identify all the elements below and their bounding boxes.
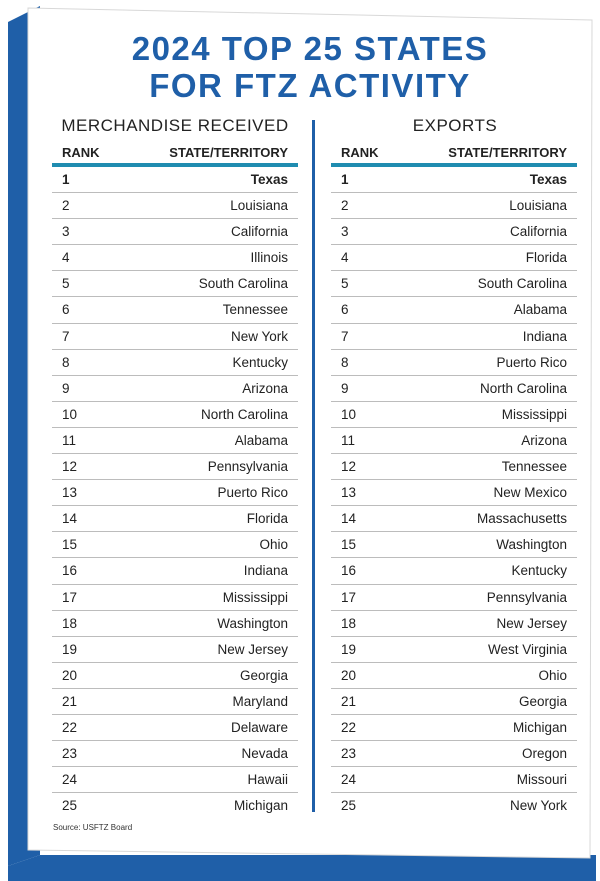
table-row (331, 793, 577, 819)
rank-cell: 16 (62, 563, 78, 579)
state-cell: New Mexico (493, 485, 567, 501)
rank-cell: 9 (62, 380, 70, 396)
table-row (331, 558, 577, 584)
state-cell: Kentucky (232, 354, 288, 370)
table-row (52, 193, 298, 219)
rank-cell: 4 (62, 250, 70, 266)
table-row (331, 532, 577, 558)
rank-cell: 14 (62, 511, 78, 527)
rank-cell: 15 (62, 537, 78, 553)
rank-cell: 6 (341, 302, 349, 318)
table-row (331, 585, 577, 611)
rank-cell: 3 (62, 224, 70, 240)
state-cell: Florida (246, 511, 288, 527)
merchandise-table (52, 143, 298, 819)
table-row (52, 637, 298, 663)
table-row (52, 297, 298, 323)
state-cell: Washington (217, 615, 288, 631)
rank-cell: 22 (341, 719, 357, 735)
state-header: STATE/TERRITORY (169, 145, 288, 160)
merchandise-table-header (52, 143, 298, 167)
rank-cell: 22 (62, 719, 78, 735)
state-cell: Ohio (538, 667, 567, 683)
rank-cell: 8 (341, 354, 349, 370)
table-row (52, 376, 298, 402)
rank-header: RANK (341, 145, 379, 160)
state-cell: Mississippi (222, 589, 288, 605)
state-cell: Texas (529, 172, 567, 187)
state-cell: California (230, 224, 288, 240)
rank-cell: 15 (341, 537, 357, 553)
table-row (331, 689, 577, 715)
state-cell: Washington (496, 537, 567, 553)
state-cell: North Carolina (200, 406, 288, 422)
state-cell: Nevada (241, 746, 288, 762)
exports-table (331, 143, 577, 819)
state-cell: Georgia (239, 667, 288, 683)
rank-cell: 1 (341, 172, 349, 187)
state-cell: Arizona (521, 432, 567, 448)
rank-cell: 14 (341, 511, 357, 527)
rank-cell: 10 (62, 406, 78, 422)
table-row (331, 193, 577, 219)
rank-cell: 7 (341, 328, 349, 344)
table-row (52, 219, 298, 245)
table-row (52, 663, 298, 689)
table-row (331, 428, 577, 454)
state-cell: Illinois (250, 250, 288, 266)
table-row (331, 297, 577, 323)
state-cell: Puerto Rico (217, 485, 288, 501)
state-cell: South Carolina (198, 276, 288, 292)
table-row (52, 402, 298, 428)
state-cell: Delaware (230, 719, 288, 735)
rank-cell: 5 (341, 276, 349, 292)
state-cell: Georgia (518, 693, 567, 709)
title-line-1: 2024 TOP 25 STATES (131, 30, 489, 67)
state-cell: West Virginia (487, 641, 567, 657)
state-cell: New York (509, 798, 567, 814)
table-row (52, 532, 298, 558)
rank-cell: 18 (62, 615, 78, 631)
rank-cell: 12 (62, 459, 78, 475)
state-cell: New York (230, 328, 288, 344)
table-row (52, 480, 298, 506)
title-line-2: FOR FTZ ACTIVITY (149, 67, 471, 104)
table-row (331, 219, 577, 245)
table-row (331, 480, 577, 506)
state-cell: Texas (250, 172, 288, 187)
merchandise-heading: MERCHANDISE RECEIVED (61, 116, 289, 135)
state-cell: California (509, 224, 567, 240)
table-row (52, 689, 298, 715)
state-cell: Louisiana (509, 198, 567, 214)
state-cell: Missouri (516, 772, 567, 788)
rank-cell: 11 (341, 432, 356, 448)
state-cell: Massachusetts (476, 511, 567, 527)
rank-cell: 10 (341, 406, 357, 422)
rank-cell: 1 (62, 172, 70, 187)
rank-cell: 20 (62, 667, 78, 683)
rank-cell: 9 (341, 380, 349, 396)
state-cell: Ohio (259, 537, 288, 553)
table-row (52, 611, 298, 637)
table-row (331, 324, 577, 350)
table-row (331, 454, 577, 480)
state-cell: Tennessee (501, 459, 567, 475)
rank-cell: 24 (62, 772, 78, 788)
rank-cell: 4 (341, 250, 349, 266)
table-row (331, 245, 577, 271)
state-cell: Pennsylvania (486, 589, 567, 605)
table-row (52, 324, 298, 350)
table-row (52, 741, 298, 767)
table-row (52, 715, 298, 741)
column-divider (312, 120, 315, 812)
table-row (331, 715, 577, 741)
state-cell: Oregon (521, 746, 567, 762)
state-cell: Pennsylvania (207, 459, 288, 475)
rank-cell: 20 (341, 667, 357, 683)
rank-cell: 23 (62, 746, 78, 762)
table-row (52, 585, 298, 611)
table-row (331, 506, 577, 532)
table-row (331, 167, 577, 193)
table-row (331, 402, 577, 428)
exports-heading: EXPORTS (412, 116, 498, 135)
rank-cell: 17 (62, 589, 78, 605)
state-cell: Kentucky (511, 563, 567, 579)
table-row (331, 637, 577, 663)
rank-cell: 13 (341, 485, 357, 501)
table-row (52, 271, 298, 297)
rank-cell: 23 (341, 746, 357, 762)
rank-cell: 16 (341, 563, 357, 579)
state-cell: New Jersey (217, 641, 288, 657)
rank-cell: 21 (62, 693, 78, 709)
table-row (52, 506, 298, 532)
state-cell: Michigan (512, 719, 567, 735)
table-row (52, 767, 298, 793)
rank-cell: 19 (62, 641, 78, 657)
rank-cell: 17 (341, 589, 357, 605)
table-row (52, 245, 298, 271)
state-cell: Mississippi (501, 406, 567, 422)
state-cell: North Carolina (479, 380, 567, 396)
table-row (52, 793, 298, 819)
state-cell: Tennessee (222, 302, 288, 318)
state-cell: Florida (525, 250, 567, 266)
state-cell: Louisiana (230, 198, 288, 214)
table-row (331, 767, 577, 793)
table-row (331, 271, 577, 297)
table-row (52, 167, 298, 193)
table-row (52, 454, 298, 480)
state-cell: Michigan (233, 798, 288, 814)
table-row (52, 350, 298, 376)
state-cell: Puerto Rico (496, 354, 567, 370)
rank-cell: 3 (341, 224, 349, 240)
rank-cell: 21 (341, 693, 357, 709)
table-row (52, 428, 298, 454)
table-row (331, 350, 577, 376)
state-cell: Hawaii (247, 772, 288, 788)
state-cell: Arizona (242, 380, 288, 396)
page-title (30, 30, 590, 104)
rank-cell: 6 (62, 302, 70, 318)
rank-cell: 5 (62, 276, 70, 292)
state-cell: Indiana (243, 563, 288, 579)
table-row (331, 741, 577, 767)
table-row (331, 611, 577, 637)
state-cell: South Carolina (477, 276, 567, 292)
rank-cell: 7 (62, 328, 70, 344)
state-cell: Alabama (234, 432, 288, 448)
state-cell: New Jersey (496, 615, 567, 631)
rank-cell: 25 (341, 798, 357, 814)
rank-cell: 12 (341, 459, 357, 475)
state-cell: Alabama (513, 302, 567, 318)
rank-cell: 2 (62, 198, 70, 214)
state-cell: Indiana (522, 328, 567, 344)
state-cell: Maryland (232, 693, 288, 709)
rank-cell: 11 (62, 432, 77, 448)
rank-header: RANK (62, 145, 100, 160)
exports-table-header (331, 143, 577, 167)
rank-cell: 24 (341, 772, 357, 788)
table-row (331, 376, 577, 402)
rank-cell: 8 (62, 354, 70, 370)
table-row (331, 663, 577, 689)
rank-cell: 19 (341, 641, 357, 657)
rank-cell: 13 (62, 485, 78, 501)
rank-cell: 18 (341, 615, 357, 631)
source-note: Source: USFTZ Board (53, 823, 133, 832)
rank-cell: 2 (341, 198, 349, 214)
rank-cell: 25 (62, 798, 78, 814)
table-row (52, 558, 298, 584)
state-header: STATE/TERRITORY (448, 145, 567, 160)
